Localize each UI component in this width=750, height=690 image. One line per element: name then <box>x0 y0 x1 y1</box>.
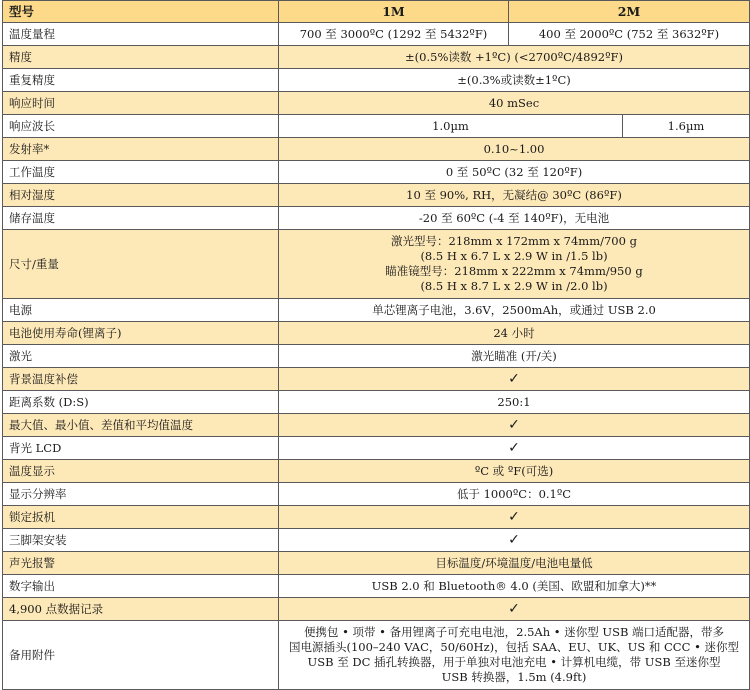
row-trigger-lock <box>3 506 750 529</box>
accessories-line: USB 至 DC 插孔转换器，用于单独对电池充电 • 计算机电缆，带 USB 至迷你型 <box>307 655 721 669</box>
row-value: 0.10~1.00 <box>279 138 750 161</box>
row-label: 响应时间 <box>3 92 279 115</box>
size-line: (8.5 H x 8.7 L x 2.9 W in /2.0 lb) <box>420 279 608 293</box>
row-label: 数字输出 <box>3 575 279 598</box>
row-accuracy <box>3 46 750 69</box>
row-digital-out <box>3 575 750 598</box>
accessories-line: USB 转换器，1.5m (4.9ft) <box>441 670 587 684</box>
row-spectral <box>3 115 750 138</box>
row-size <box>3 230 750 299</box>
row-value: 40 mSec <box>279 92 750 115</box>
row-laser <box>3 345 750 368</box>
check-mark-icon: ✓ <box>279 529 750 552</box>
row-value: 24 小时 <box>279 322 750 345</box>
row-ds <box>3 391 750 414</box>
row-temp-display <box>3 460 750 483</box>
row-label: 背光 LCD <box>3 437 279 460</box>
row-value: ±(0.3%或读数±1ºC) <box>279 69 750 92</box>
row-label: 发射率* <box>3 138 279 161</box>
header-1m: 1M <box>279 1 509 23</box>
row-value: 低于 1000ºC：0.1ºC <box>279 483 750 506</box>
row-max-min <box>3 414 750 437</box>
row-value: 单芯锂离子电池，3.6V，2500mAh，或通过 USB 2.0 <box>279 299 750 322</box>
row-alarm <box>3 552 750 575</box>
row-value: 0 至 50ºC (32 至 120ºF) <box>279 161 750 184</box>
row-label: 相对湿度 <box>3 184 279 207</box>
row-value: 250:1 <box>279 391 750 414</box>
row-label: 温度显示 <box>3 460 279 483</box>
row-label: 电池使用寿命(锂离子) <box>3 322 279 345</box>
row-value: -20 至 60ºC (-4 至 140ºF)，无电池 <box>279 207 750 230</box>
check-mark-icon: ✓ <box>279 368 750 391</box>
row-temp-range <box>3 23 750 46</box>
spec-table <box>2 0 750 690</box>
row-backlight <box>3 437 750 460</box>
row-label: 距离系数 (D:S) <box>3 391 279 414</box>
row-value: ±(0.5%读数 +1ºC) (<2700ºC/4892ºF) <box>279 46 750 69</box>
row-label: 尺寸/重量 <box>3 230 279 299</box>
row-label: 电源 <box>3 299 279 322</box>
row-value: 激光瞄准 (开/关) <box>279 345 750 368</box>
row-bg-comp <box>3 368 750 391</box>
size-line: (8.5 H x 6.7 L x 2.9 W in /1.5 lb) <box>420 249 608 263</box>
value-2m: 400 至 2000ºC (752 至 3632ºF) <box>509 23 750 46</box>
row-label: 备用附件 <box>3 621 279 690</box>
value-2m: 1.6µm <box>623 115 750 138</box>
row-value <box>279 230 750 299</box>
row-label: 锁定扳机 <box>3 506 279 529</box>
row-value: USB 2.0 和 Bluetooth® 4.0 (美国、欧盟和加拿大)** <box>279 575 750 598</box>
row-label: 激光 <box>3 345 279 368</box>
accessories-line: 国电源插头(100–240 VAC，50/60Hz)，包括 SAA、EU、UK、US 和 CCC • 迷你型 <box>288 640 740 654</box>
header-2m: 2M <box>509 1 750 23</box>
header-row <box>3 1 750 23</box>
row-tripod <box>3 529 750 552</box>
row-value: ºC 或 ºF(可选) <box>279 460 750 483</box>
row-battery-life <box>3 322 750 345</box>
row-emissivity <box>3 138 750 161</box>
check-mark-icon: ✓ <box>279 437 750 460</box>
row-value <box>279 621 750 690</box>
row-label: 温度量程 <box>3 23 279 46</box>
size-line: 瞄准镜型号：218mm x 222mm x 74mm/950 g <box>385 264 643 278</box>
value-1m: 700 至 3000ºC (1292 至 5432ºF) <box>279 23 509 46</box>
row-logging <box>3 598 750 621</box>
row-accessories <box>3 621 750 690</box>
row-power <box>3 299 750 322</box>
row-resolution <box>3 483 750 506</box>
row-label: 最大值、最小值、差值和平均值温度 <box>3 414 279 437</box>
row-label: 显示分辨率 <box>3 483 279 506</box>
row-label: 4,900 点数据记录 <box>3 598 279 621</box>
row-label: 工作温度 <box>3 161 279 184</box>
check-mark-icon: ✓ <box>279 506 750 529</box>
row-label: 背景温度补偿 <box>3 368 279 391</box>
row-label: 重复精度 <box>3 69 279 92</box>
row-repeatability <box>3 69 750 92</box>
row-humidity <box>3 184 750 207</box>
row-value: 10 至 90%, RH，无凝结@ 30ºC (86ºF) <box>279 184 750 207</box>
row-response-time <box>3 92 750 115</box>
check-mark-icon: ✓ <box>279 414 750 437</box>
row-label: 声光报警 <box>3 552 279 575</box>
header-model: 型号 <box>3 1 279 23</box>
row-op-temp <box>3 161 750 184</box>
size-line: 激光型号：218mm x 172mm x 74mm/700 g <box>391 234 637 248</box>
row-value: 目标温度/环境温度/电池电量低 <box>279 552 750 575</box>
row-label: 精度 <box>3 46 279 69</box>
row-storage <box>3 207 750 230</box>
value-1m: 1.0µm <box>279 115 623 138</box>
check-mark-icon: ✓ <box>279 598 750 621</box>
row-label: 三脚架安装 <box>3 529 279 552</box>
accessories-line: 便携包 • 项带 • 备用锂离子可充电电池，2.5Ah • 迷你型 USB 端口适配器，带多 <box>303 625 725 639</box>
row-label: 储存温度 <box>3 207 279 230</box>
row-label: 响应波长 <box>3 115 279 138</box>
